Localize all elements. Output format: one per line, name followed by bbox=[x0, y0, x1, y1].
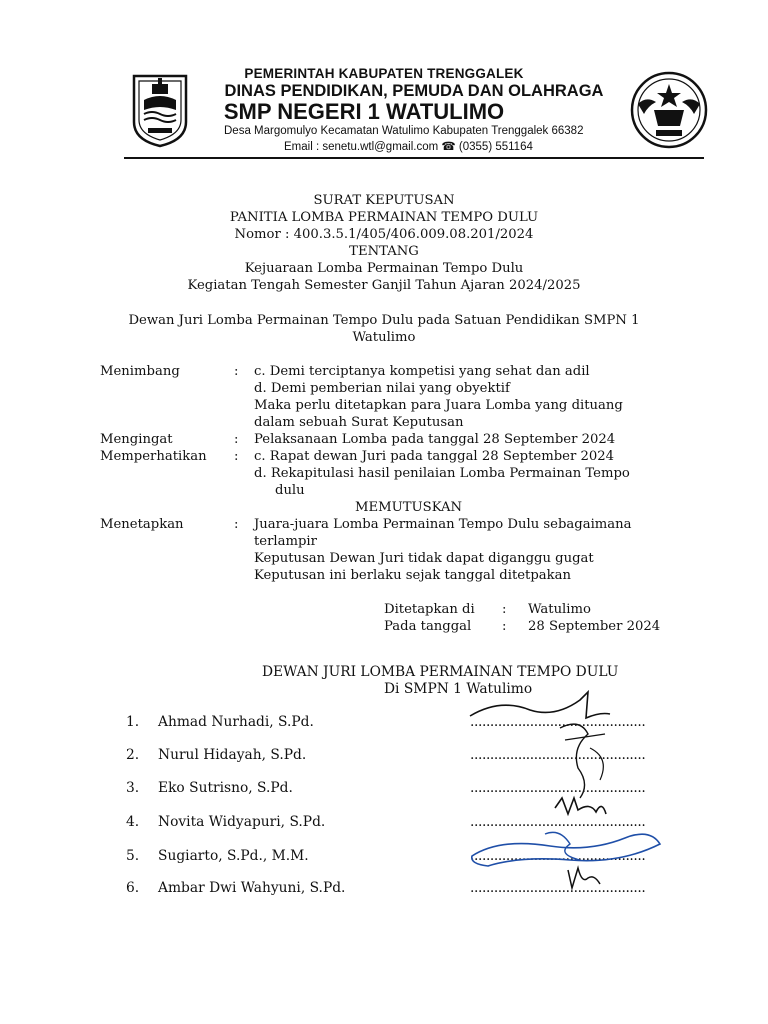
jury-subheading: Di SMPN 1 Watulimo bbox=[384, 681, 533, 697]
place-label: Ditetapkan di bbox=[384, 602, 475, 617]
label-menimbang: Menimbang bbox=[100, 364, 180, 379]
doc-number: Nomor : 400.3.5.1/405/406.009.08.201/2024 bbox=[234, 227, 534, 242]
intro-line-2: Watulimo bbox=[352, 330, 416, 345]
menimbang-conclusion-2: dalam sebuah Surat Keputusan bbox=[254, 415, 464, 430]
doc-title: SURAT KEPUTUSAN bbox=[313, 193, 455, 208]
jury-member-number: 2. bbox=[126, 747, 140, 763]
jury-member-row bbox=[126, 814, 325, 830]
colon: : bbox=[234, 432, 239, 447]
doc-committee: PANITIA LOMBA PERMAINAN TEMPO DULU bbox=[229, 210, 539, 225]
memperhatikan-item-c: c. Rapat dewan Juri pada tanggal 28 September 2024 bbox=[254, 449, 615, 464]
label-memperhatikan: Memperhatikan bbox=[100, 449, 207, 464]
jury-member-row bbox=[126, 780, 293, 796]
colon: : bbox=[502, 619, 507, 634]
menimbang-conclusion-1: Maka perlu ditetapkan para Juara Lomba yang dituang bbox=[254, 398, 623, 413]
date-label: Pada tanggal bbox=[384, 619, 472, 634]
memperhatikan-item-d: d. Rekapitulasi hasil penilaian Lomba Permainan Tempo bbox=[254, 466, 630, 481]
signature-line: ............................................ bbox=[470, 814, 646, 830]
signature-line: ............................................ bbox=[470, 848, 646, 864]
intro-line-1: Dewan Juri Lomba Permainan Tempo Dulu pada Satuan Pendidikan SMPN 1 bbox=[128, 313, 640, 328]
date-value: 28 September 2024 bbox=[528, 619, 661, 634]
jury-member-row bbox=[126, 747, 306, 763]
memperhatikan-item-d-cont: dulu bbox=[275, 483, 305, 498]
colon: : bbox=[234, 449, 239, 464]
menetapkan-item-2: Keputusan Dewan Juri tidak dapat diganggu gugat bbox=[254, 551, 594, 566]
label-mengingat: Mengingat bbox=[100, 432, 173, 447]
signature-line: ............................................ bbox=[470, 714, 646, 730]
jury-member-name: Nurul Hidayah, S.Pd. bbox=[158, 747, 307, 763]
jury-member-name: Sugiarto, S.Pd., M.M. bbox=[158, 848, 309, 864]
menimbang-item-d: d. Demi pemberian nilai yang obyektif bbox=[254, 381, 510, 396]
signature-line: ............................................ bbox=[470, 780, 646, 796]
menetapkan-item-3: Keputusan ini berlaku sejak tanggal ditetpakan bbox=[254, 568, 572, 583]
colon: : bbox=[234, 364, 239, 379]
place-value: Watulimo bbox=[528, 602, 591, 617]
jury-member-number: 3. bbox=[126, 780, 140, 796]
header-contact: Email : senetu.wtl@gmail.com ☎ (0355) 551164 bbox=[284, 141, 533, 153]
menetapkan-item-1-cont: terlampir bbox=[254, 534, 317, 549]
signature-line: ............................................ bbox=[470, 747, 646, 763]
header-divider bbox=[124, 157, 704, 159]
jury-heading: DEWAN JURI LOMBA PERMAINAN TEMPO DULU bbox=[262, 664, 619, 680]
decision-heading: MEMUTUSKAN bbox=[355, 500, 463, 515]
header-address: Desa Margomulyo Kecamatan Watulimo Kabupaten Trenggalek 66382 bbox=[224, 125, 584, 137]
mengingat-text: Pelaksanaan Lomba pada tanggal 28 September 2024 bbox=[254, 432, 616, 447]
colon: : bbox=[502, 602, 507, 617]
doc-subject: Kejuaraan Lomba Permainan Tempo Dulu bbox=[244, 261, 524, 276]
doc-activity: Kegiatan Tengah Semester Ganjil Tahun Ajaran 2024/2025 bbox=[187, 278, 581, 293]
handwritten-signatures bbox=[460, 688, 680, 898]
jury-member-number: 5. bbox=[126, 848, 140, 864]
header-government-line: PEMERINTAH KABUPATEN TRENGGALEK bbox=[244, 66, 524, 81]
menetapkan-item-1: Juara-juara Lomba Permainan Tempo Dulu sebagaimana bbox=[254, 517, 632, 532]
label-menetapkan: Menetapkan bbox=[100, 517, 184, 532]
jury-member-row bbox=[126, 880, 345, 896]
jury-member-row bbox=[126, 714, 314, 730]
jury-member-number: 1. bbox=[126, 714, 140, 730]
jury-member-row bbox=[126, 848, 309, 864]
menimbang-item-c: c. Demi terciptanya kompetisi yang sehat dan adil bbox=[254, 364, 590, 379]
signature-line: ............................................ bbox=[470, 880, 646, 896]
jury-member-name: Eko Sutrisno, S.Pd. bbox=[158, 780, 293, 796]
jury-member-name: Ambar Dwi Wahyuni, S.Pd. bbox=[158, 880, 346, 896]
jury-member-number: 6. bbox=[126, 880, 140, 896]
jury-member-name: Novita Widyapuri, S.Pd. bbox=[158, 814, 326, 830]
doc-about: TENTANG bbox=[349, 244, 419, 259]
jury-member-name: Ahmad Nurhadi, S.Pd. bbox=[158, 714, 314, 730]
colon: : bbox=[234, 517, 239, 532]
header-department-line: DINAS PENDIDIKAN, PEMUDA DAN OLAHRAGA bbox=[224, 82, 604, 100]
header-school-name: SMP NEGERI 1 WATULIMO bbox=[223, 99, 505, 124]
jury-member-number: 4. bbox=[126, 814, 140, 830]
